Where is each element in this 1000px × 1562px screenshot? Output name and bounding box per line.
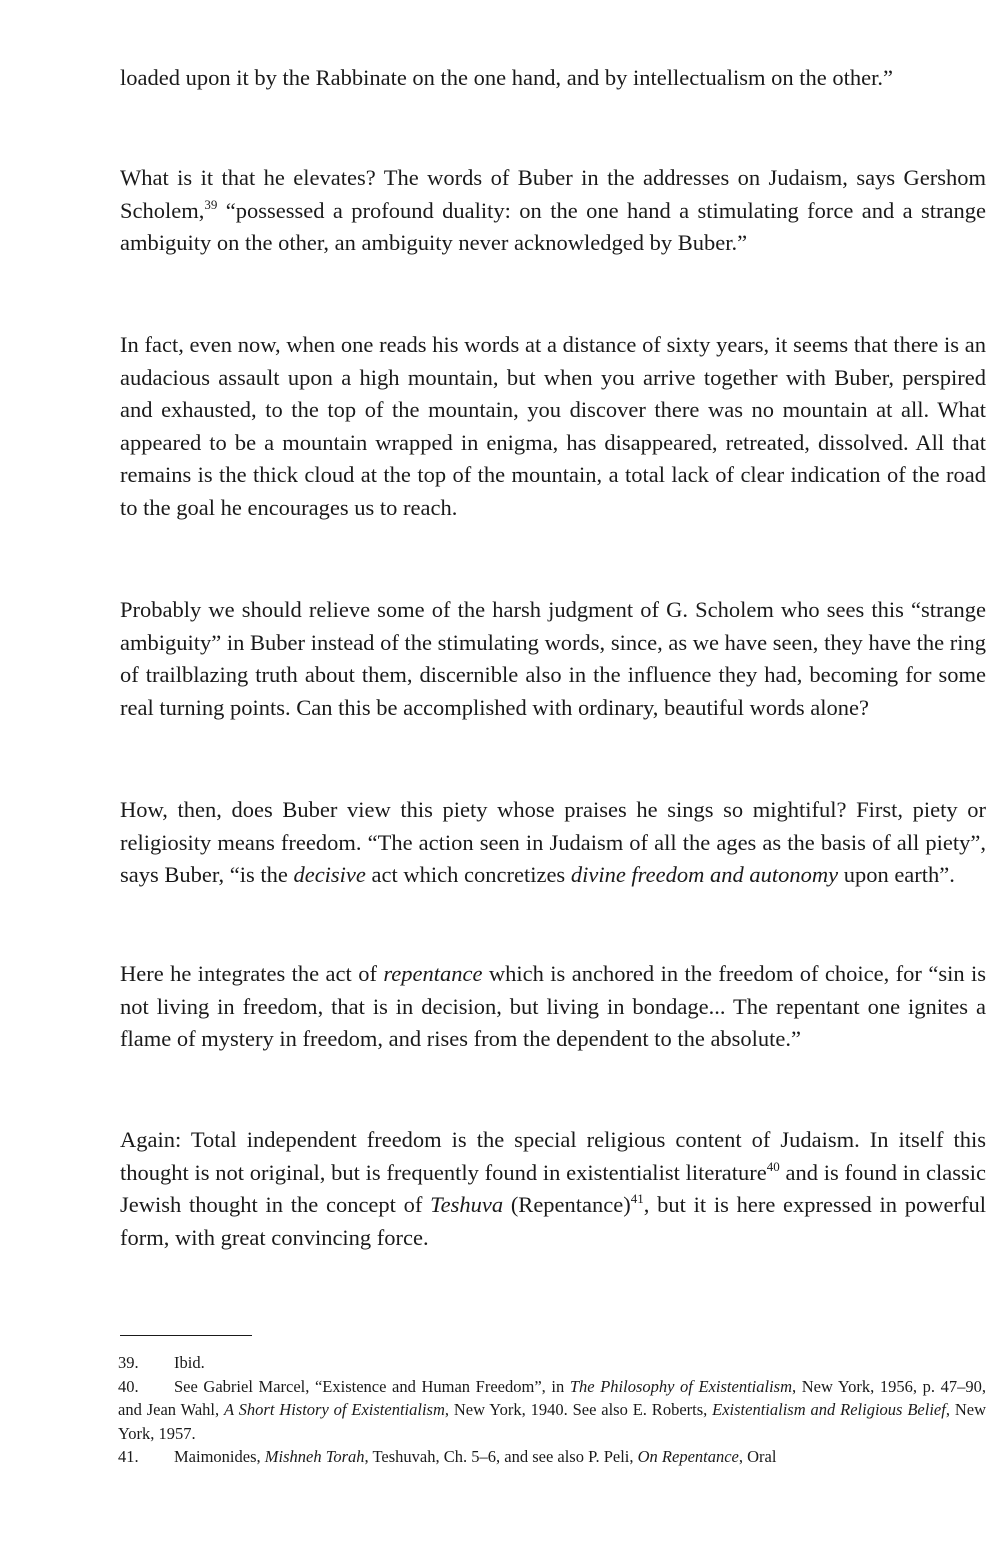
- body-paragraph: [120, 594, 986, 724]
- body-paragraph: [120, 958, 986, 1056]
- text-run: , New York, 1957.: [118, 1400, 986, 1443]
- italic-text: Existentialism and Religious Belief: [712, 1400, 946, 1420]
- text-run: Here he integrates the act of: [120, 961, 384, 986]
- text-run: upon earth”.: [838, 862, 955, 888]
- italic-text: decisive: [293, 862, 366, 888]
- text-run: Probably we should relieve some of the harsh judgment of G. Scholem who sees this “strange ambiguity” in Buber instead of the stimulating words, since, as we have seen, they have the ring of trailblazing truth about them, discernible also in the influence they had, becoming for some real turning points. Can this be accomplished with ordinary, beautiful words alone?: [120, 597, 986, 720]
- italic-text: divine freedom and autonomy: [570, 862, 839, 888]
- footnote-number: 41.: [118, 1447, 139, 1467]
- italic-text: A Short History of Existentialism: [224, 1400, 445, 1420]
- footnote-number: 39.: [118, 1353, 139, 1372]
- text-run: act which concretizes: [365, 862, 571, 888]
- italic-text: The Philosophy of Existentialism: [569, 1376, 792, 1396]
- text-run: , New York, 1940. See also E. Roberts,: [444, 1400, 713, 1420]
- footnote-reference: 41: [630, 1191, 644, 1207]
- footnote-divider: [120, 1335, 252, 1336]
- text-run: See Gabriel Marcel, “Existence and Human Freedom”, in: [174, 1376, 570, 1396]
- text-run: (Repentance): [503, 1192, 631, 1218]
- italic-text: Teshuva: [430, 1192, 504, 1218]
- footnote-number: 40.: [118, 1376, 139, 1396]
- text-run: loaded upon it by the Rabbinate on the one hand, and by intellectualism on the other.”: [120, 65, 893, 90]
- text-run: Maimonides,: [174, 1447, 265, 1467]
- footnote: [118, 1351, 986, 1375]
- text-run: , Teshuvah, Ch. 5–6, and see also P. Peli,: [364, 1447, 638, 1467]
- text-run: , New York, 1956, p. 47–90, and Jean Wahl,: [118, 1376, 986, 1420]
- text-run: In fact, even now, when one reads his words at a distance of sixty years, it seems that there is an audacious assault upon a high mountain, but when you arrive together with Buber, perspired and exhausted, to the top of the mountain, you discover there was no mountain at all. What appeared to be a mountain wrapped in enigma, has disappeared, retreated, dissolved. All that remains is the thick cloud at the top of the mountain, a total lack of clear indication of the road to the goal he encourages us to reach.: [120, 332, 986, 520]
- text-run: and is found in classic Jewish thought in the concept of: [120, 1159, 986, 1218]
- text-run: Again: Total independent freedom is the special religious content of Judaism. In itself this thought is not original, but is frequently found in existentialist literature: [120, 1127, 986, 1185]
- footnote: [118, 1445, 986, 1469]
- footnotes: [118, 1351, 986, 1469]
- text-run: Ibid.: [174, 1353, 205, 1372]
- italic-text: Mishneh Torah: [264, 1447, 365, 1467]
- body-paragraph: [120, 794, 986, 892]
- footnote-text: [174, 1447, 776, 1466]
- text-run: , Oral: [738, 1447, 777, 1467]
- body-paragraph: [120, 1124, 986, 1254]
- text-run: What is it that he elevates? The words of Buber in the addresses on Judaism, says Gershom Scholem,: [120, 165, 986, 223]
- body-paragraph: [120, 62, 986, 95]
- footnote-reference: 39: [204, 196, 218, 212]
- italic-text: On Repentance: [637, 1447, 739, 1467]
- text-run: “possessed a profound duality: on the one hand a stimulating force and a strange ambiguity on the other, an ambiguity never acknowledged by Buber.”: [120, 197, 986, 256]
- body-paragraph: [120, 329, 986, 525]
- text-run: which is anchored in the freedom of choice, for “sin is not living in freedom, that is in decision, but living in bondage... The repentant one ignites a flame of mystery in freedom, and rises from the dependent to the absolute.”: [120, 961, 986, 1052]
- body-paragraph: [120, 162, 986, 260]
- text-run: How, then, does Buber view this piety whose praises he sings so mightiful? First, piety or religiosity means freedom. “The action seen in Judaism of all the ages as the basis of all piety”, says Buber, “is the: [120, 797, 986, 888]
- footnote: [118, 1375, 986, 1446]
- footnote-text: [118, 1377, 986, 1443]
- italic-text: repentance: [383, 961, 483, 986]
- text-run: , but it is here expressed in powerful form, with great convincing force.: [120, 1192, 986, 1250]
- footnote-reference: 40: [766, 1158, 780, 1174]
- footnote-text: [174, 1353, 205, 1372]
